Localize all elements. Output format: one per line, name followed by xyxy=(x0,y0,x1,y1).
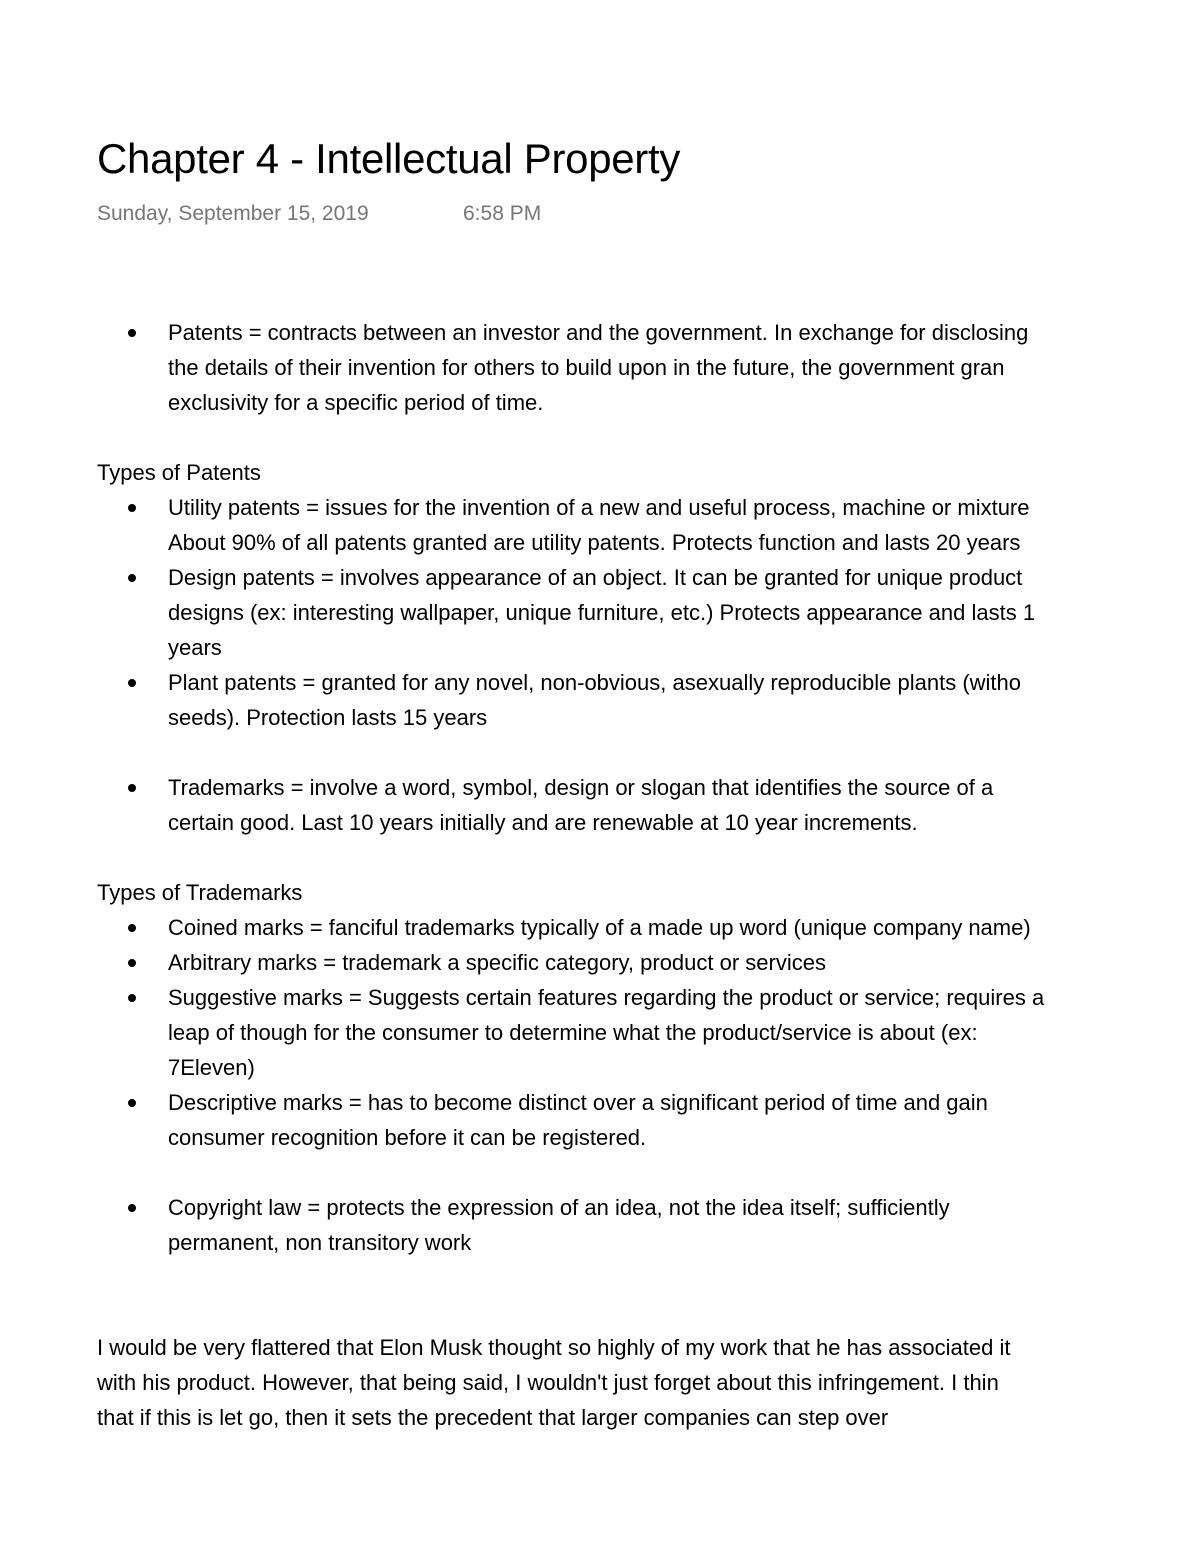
spacer xyxy=(97,420,1200,455)
text-line: permanent, non transitory work xyxy=(168,1230,472,1255)
text-line: Utility patents = issues for the invention of a new and useful process, machine or mixture xyxy=(168,495,1030,520)
spacer xyxy=(97,1295,1200,1330)
spacer xyxy=(97,735,1200,770)
text-line: Plant patents = granted for any novel, non-obvious, asexually reproducible plants (witho xyxy=(168,670,1022,695)
text-line: About 90% of all patents granted are utility patents. Protects function and lasts 20 years xyxy=(168,530,1021,555)
text-line: exclusivity for a specific period of time. xyxy=(168,390,544,415)
list-item-patents xyxy=(97,315,1200,420)
text-line: designs (ex: interesting wallpaper, unique furniture, etc.) Protects appearance and lasts 1 xyxy=(168,600,1036,625)
closing-paragraph xyxy=(97,1330,1200,1435)
bullet-icon xyxy=(128,924,136,932)
text-line: that if this is let go, then it sets the precedent that larger companies can step over xyxy=(97,1405,889,1430)
spacer xyxy=(97,1260,1200,1295)
text-line: I would be very flattered that Elon Musk thought so highly of my work that he has associated it xyxy=(97,1335,1011,1360)
text-line: Descriptive marks = has to become distinct over a significant period of time and gain xyxy=(168,1090,988,1115)
text-line: Suggestive marks = Suggests certain features regarding the product or service; requires a xyxy=(168,985,1045,1010)
text-line: Trademarks = involve a word, symbol, design or slogan that identifies the source of a xyxy=(168,775,994,800)
list-item-trademarks xyxy=(97,770,1200,840)
note-body xyxy=(97,315,1200,1435)
note-timestamp xyxy=(97,200,542,228)
text-line: 7Eleven) xyxy=(168,1055,255,1080)
page-title: Chapter 4 - Intellectual Property xyxy=(97,135,681,182)
list-item-arbitrary-marks xyxy=(97,945,1200,980)
text-line: leap of though for the consumer to determine what the product/service is about (ex: xyxy=(168,1020,978,1045)
note-time: 6:58 PM xyxy=(463,202,542,225)
list-item-descriptive-marks xyxy=(97,1085,1200,1155)
bullet-icon xyxy=(128,679,136,687)
bullet-icon xyxy=(128,574,136,582)
bullet-icon xyxy=(128,784,136,792)
text-line: the details of their invention for others to build upon in the future, the government gran xyxy=(168,355,1005,380)
text-line: certain good. Last 10 years initially and are renewable at 10 year increments. xyxy=(168,810,918,835)
text-line: Arbitrary marks = trademark a specific category, product or services xyxy=(168,950,826,975)
bullet-icon xyxy=(128,1204,136,1212)
section-heading-types-of-trademarks: Types of Trademarks xyxy=(97,880,303,905)
text-line: seeds). Protection lasts 15 years xyxy=(168,705,488,730)
list-item-suggestive-marks xyxy=(97,980,1200,1085)
note-date: Sunday, September 15, 2019 xyxy=(97,202,369,225)
text-line: Coined marks = fanciful trademarks typically of a made up word (unique company name) xyxy=(168,915,1031,940)
bullet-icon xyxy=(128,959,136,967)
text-line: Copyright law = protects the expression of an idea, not the idea itself; sufficiently xyxy=(168,1195,950,1220)
text-line: consumer recognition before it can be registered. xyxy=(168,1125,647,1150)
text-line: years xyxy=(168,635,222,660)
bullet-icon xyxy=(128,1099,136,1107)
spacer xyxy=(97,1155,1200,1190)
section-heading-types-of-patents: Types of Patents xyxy=(97,460,261,485)
list-item-design-patents xyxy=(97,560,1200,665)
spacer xyxy=(97,840,1200,875)
bullet-icon xyxy=(128,504,136,512)
list-item-coined-marks xyxy=(97,910,1200,945)
text-line: Design patents = involves appearance of an object. It can be granted for unique product xyxy=(168,565,1023,590)
list-item-plant-patents xyxy=(97,665,1200,735)
bullet-icon xyxy=(128,994,136,1002)
list-item-utility-patents xyxy=(97,490,1200,560)
text-line: with his product. However, that being said, I wouldn't just forget about this infringement. I thin xyxy=(97,1370,999,1395)
bullet-icon xyxy=(128,329,136,337)
text-line: Patents = contracts between an investor and the government. In exchange for disclosing xyxy=(168,320,1029,345)
list-item-copyright-law xyxy=(97,1190,1200,1260)
